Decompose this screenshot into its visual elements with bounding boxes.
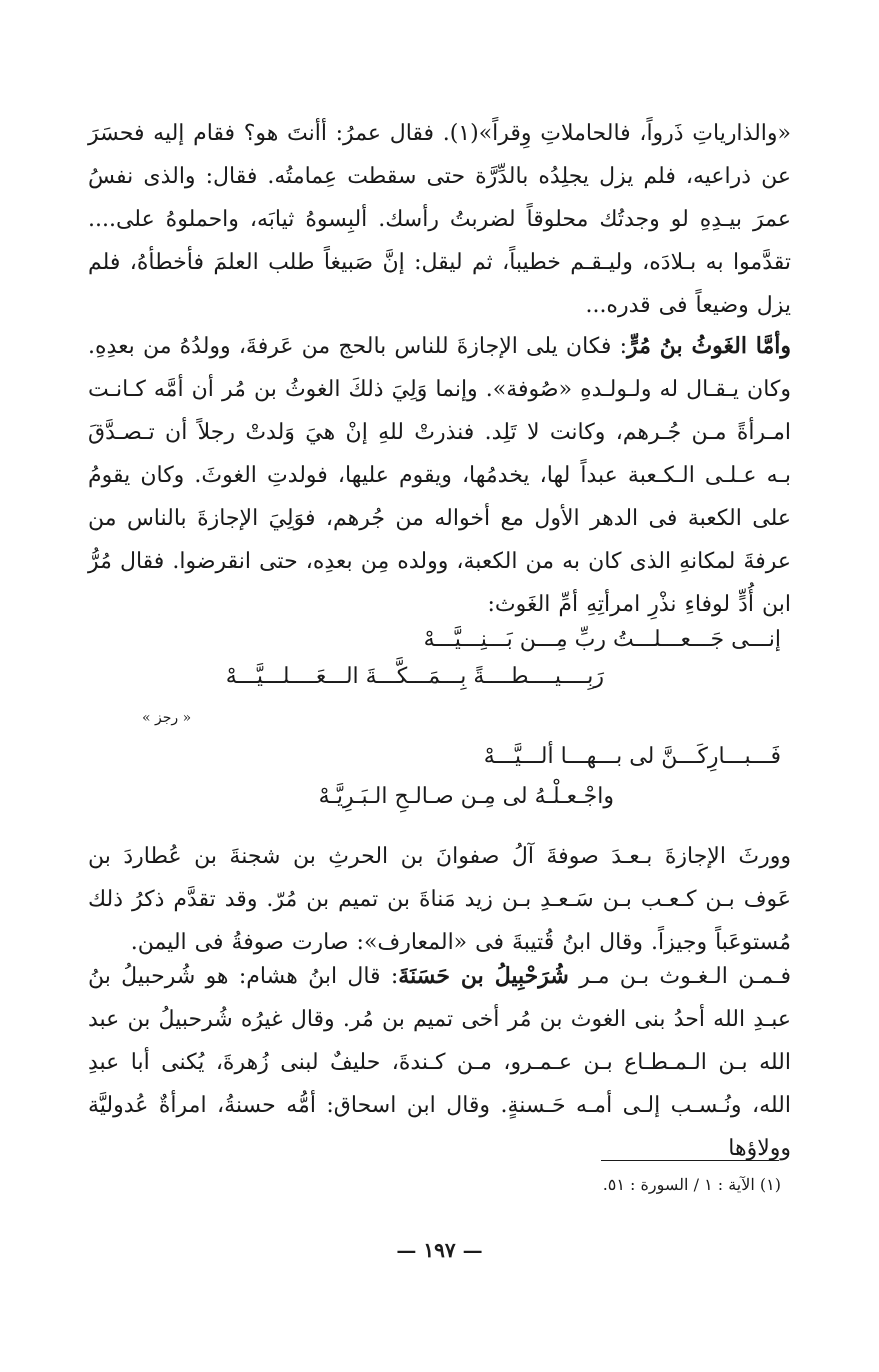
footnote: (١) الآية : ١ / السورة : ٥١. — [602, 1175, 781, 1194]
heading-shurahbil-ibn-hasana: شُرَحْبِيلُ بن حَسَنَةَ — [398, 963, 569, 989]
paragraph-shurahbil-body: : قال ابنُ هشام: هو شُرحبيلُ بنُ عبـدِ الله أحدُ بنى الغوث بن مُر أخى تميم بن مُر. وقال غيرُه شُرحبيلُ بن عبد الله بـن الـمـطـاع بـن عـمـرو، مـن كـندةَ، حليفٌ لبنى زُهرةَ، يُكنى أبا عبدِ الله، ونُـسـب إلـى أمـه حَـسنةٍ. وقال ابن اسحاق: أمُّه حسنةُ، امرأةٌ عُدوليَّة وولاؤها — [88, 964, 791, 1161]
paragraph-ghawth — [88, 325, 791, 626]
paragraph-safwan: وورثَ الإجازةَ بـعـدَ صوفةَ آلُ صفوانَ بن الحرثِ بن شجنةَ بن عُطاردَ بن عَوف بـن كـعـب بـن سَـعـدِ بـن زيد مَناةَ بن تميم بن مُرّ. وقد تقدَّم ذكرُ ذلك مُستوعَباً وجيزاً. وقال ابنُ قُتيبةَ فى «المعارف»: صارت صوفةُ فى اليمن. — [88, 844, 791, 955]
verse-line-2a: فَـــبـــارِكَـــنَّ لى بـــهـــا ألـــيَّـــهْ — [483, 744, 781, 769]
page-number: — ١٩٧ — — [396, 1238, 483, 1262]
paragraph-ghawth-body: : فكان يلى الإجازةَ للناس بالحج من عَرفةَ، وولدُهُ من بعدِهِ. وكان يـقـال له ولـولـدهِ «صُوفة». وإنما وَلِيَ ذلكَ الغوثُ بن مُر أن أمَّه كـانـت امـرأةً مـن جُـرهم، وكانت لا تَلِد. فنذرتْ للهِ إنْ هيَ وَلدتْ رجلاً أن تـصـدَّقَ بـه عـلـى الـكـعبة عبداً لها، يخدمُها، ويقوم عليها، فولدتِ الغوثَ. وكان يقومُ على الكعبة فى الدهر الأول مع أخواله من جُرهم، فوَلِيَ الإجازةَ بالناس من عرفةَ لمكانهِ الذى كان به من الكعبة، وولده مِن بعدِه، حتى انقرضوا. فقال مُرُّ ابن أُدٍّ لوفاءِ نذْرِ امرأتِهِ أمِّ الغَوث: — [88, 334, 791, 617]
verse-meter-label: « رجز » — [142, 710, 192, 726]
paragraph-shurahbil — [88, 955, 791, 1170]
paragraph-sabigh: «والذارياتِ ذَرواً، فالحاملاتِ وِقراً»(١). فقال عمرُ: أأنتَ هو؟ فقام إليه فحسَرَ عن ذراعيه، فلم يزل يجلِدُه بالدِّرَّة حتى سقطت عِمامتُه. فقال: والذى نفسُ عمرَ بيـدِهِ لو وجدتُك محلوقاً لضربتُ رأسك. ألبِسوهُ ثيابَه، واحملوهُ على.... تقدَّموا به بـلادَه، وليـقـم خطيباً، ثم ليقل: إنَّ صَبيغاً طلب العلمَ فأخطأهُ، فلم يزل وضيعاً فى قدره... — [88, 121, 791, 318]
paragraph-shurahbil-lead: فـمـن الـغـوث بـن مـر — [568, 964, 791, 989]
verse-line-1b: رَبِــــيــــطــــةً بِـــمَـــكَّـــةَ الـــعَــــلـــيَّـــهْ — [225, 664, 604, 689]
footnote-divider — [601, 1160, 779, 1161]
verse-line-2b: واجْـعـلْـهُ لى مِـن صـالـحِ الـبَـرِيَّـهْ — [318, 784, 614, 809]
heading-ghawth-ibn-murr: وأمَّا الغَوثُ بنُ مُرٍّ — [627, 333, 791, 359]
verse-line-1a: إنـــى جَـــعـــلـــتُ ربِّ مِـــن بَـــنِـــيَّـــهْ — [423, 627, 781, 652]
